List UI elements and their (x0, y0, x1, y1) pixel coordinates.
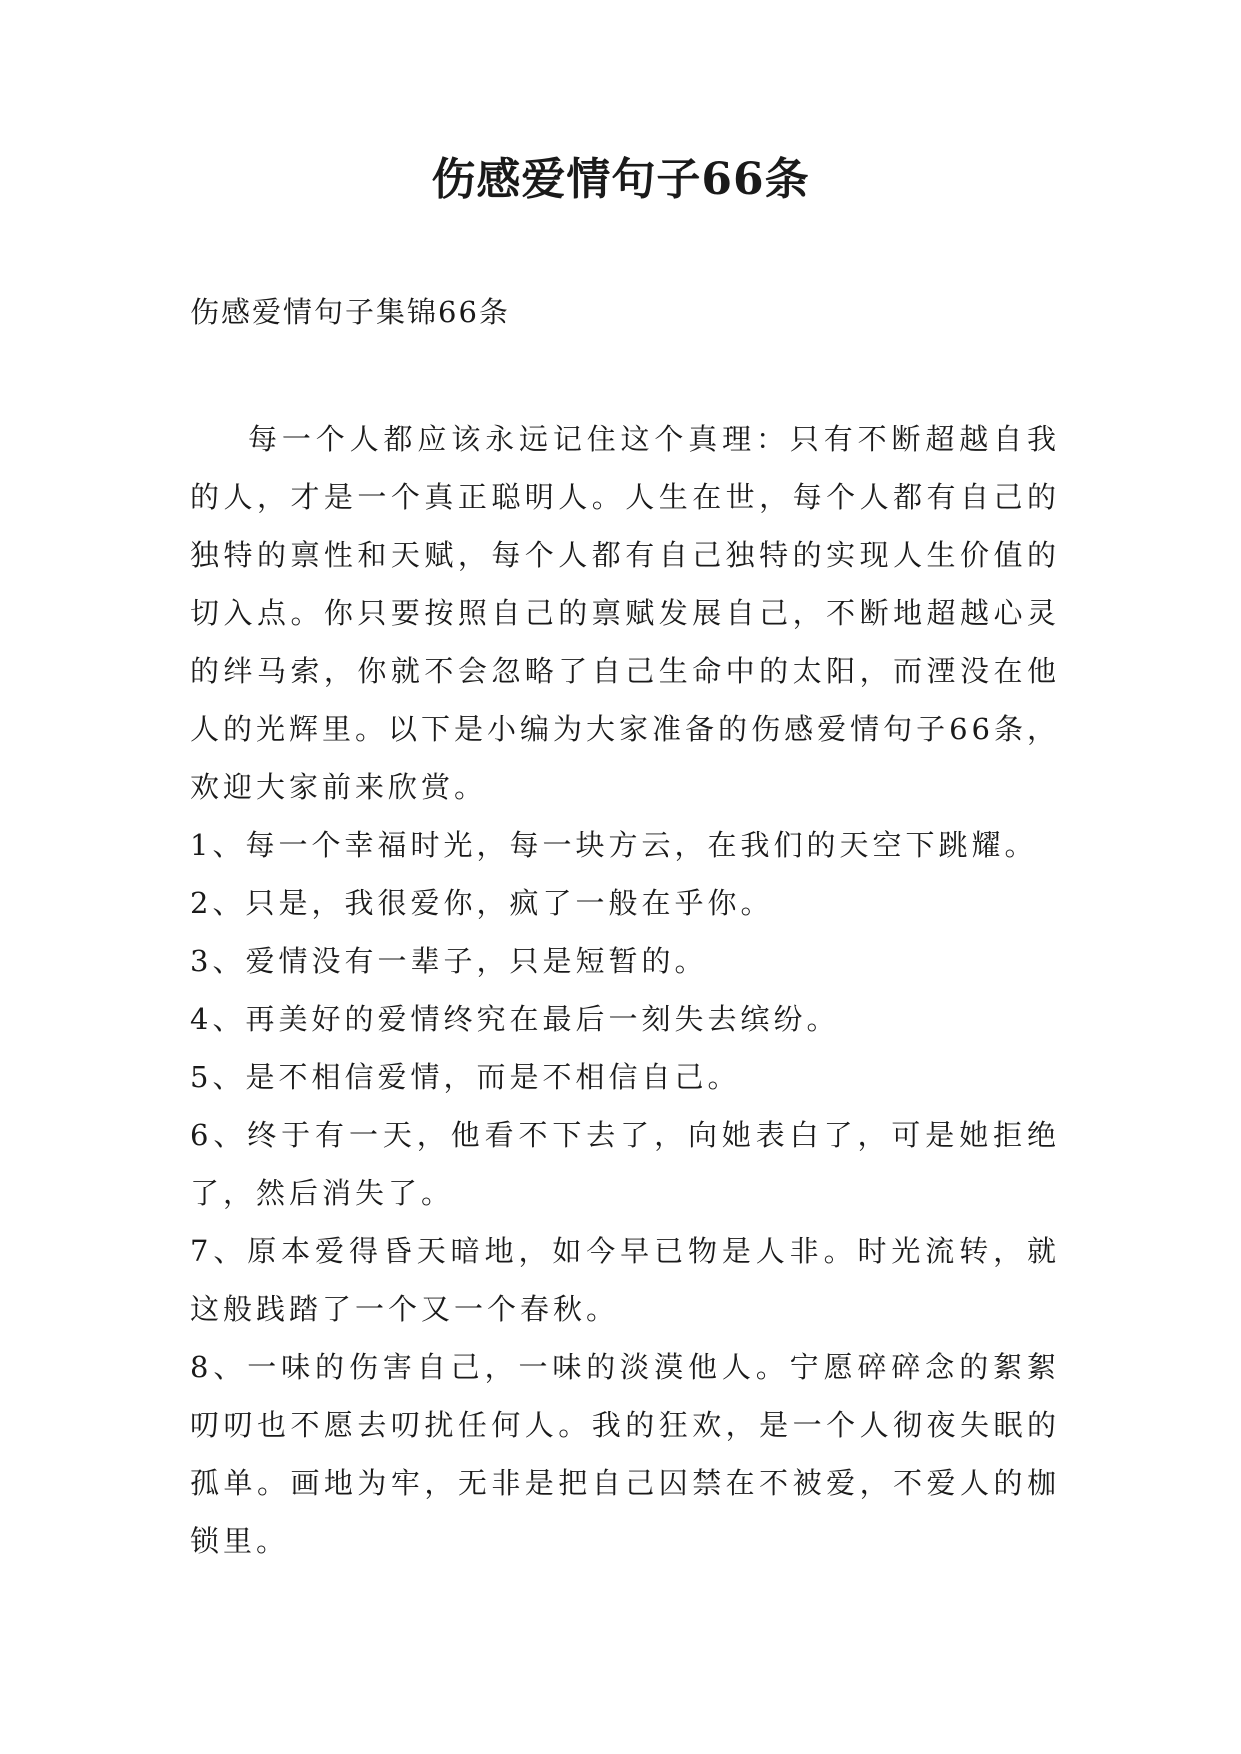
document-subtitle: 伤感爱情句子集锦66条 (190, 295, 510, 329)
list-item: 1、每一个幸福时光，每一块方云，在我们的天空下跳耀。 (190, 828, 1038, 862)
list-item: 2、只是，我很爱你，疯了一般在乎你。 (190, 886, 774, 920)
list-item: 7、原本爱得昏天暗地，如今早已物是人非。时光流转，就这般践踏了一个又一个春秋。 (190, 1234, 1060, 1326)
document-title: 伤感爱情句子66条 (431, 154, 810, 205)
list-item: 6、终于有一天，他看不下去了，向她表白了，可是她拒绝了，然后消失了。 (190, 1118, 1060, 1210)
list-item: 4、再美好的爱情终究在最后一刻失去缤纷。 (190, 1002, 840, 1036)
document-body (190, 410, 1060, 1570)
list-item: 5、是不相信爱情，而是不相信自己。 (190, 1060, 741, 1094)
list-item: 8、一味的伤害自己，一味的淡漠他人。宁愿碎碎念的絮絮叨叨也不愿去叨扰任何人。我的狂欢，是一个人彻夜失眠的孤单。画地为牢，无非是把自己囚禁在不被爱，不爱人的枷锁里。 (190, 1350, 1060, 1558)
list-item: 3、爱情没有一辈子，只是短暂的。 (190, 944, 708, 978)
intro-paragraph: 每一个人都应该永远记住这个真理：只有不断超越自我的人，才是一个真正聪明人。人生在世，每个人都有自己的独特的禀性和天赋，每个人都有自己独特的实现人生价值的切入点。你只要按照自己的禀赋发展自己，不断地超越心灵的绊马索，你就不会忽略了自己生命中的太阳，而湮没在他人的光辉里。以下是小编为大家准备的伤感爱情句子66条，欢迎大家前来欣赏。 (190, 422, 1060, 804)
